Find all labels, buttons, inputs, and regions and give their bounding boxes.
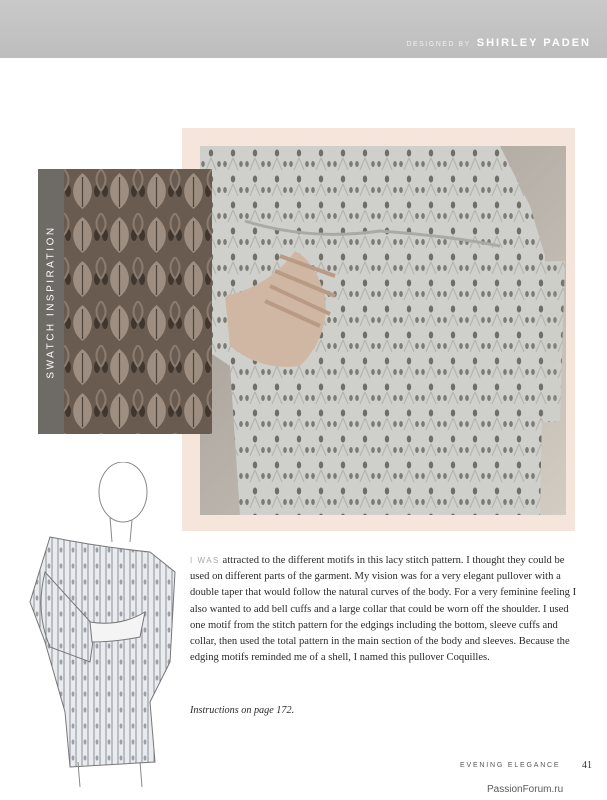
page-number: 41	[582, 760, 592, 771]
article-body	[190, 553, 580, 666]
article-lead: I WAS	[190, 556, 220, 565]
swatch-lace-illustration	[64, 169, 212, 434]
swatch-inspiration-label	[38, 169, 64, 434]
designed-by-label: DESIGNED BY	[406, 41, 471, 48]
swatch-inspiration-text: SWATCH INSPIRATION	[45, 224, 57, 379]
watermark: PassionForum.ru	[487, 784, 564, 795]
header-band	[0, 0, 607, 58]
garment-photo	[200, 146, 566, 515]
swatch-image	[64, 169, 212, 434]
designer-credit	[406, 37, 591, 49]
instructions-reference: Instructions on page 172.	[190, 705, 295, 716]
footer-section-title: EVENING ELEGANCE	[460, 762, 561, 769]
designer-name: SHIRLEY PADEN	[476, 37, 591, 49]
fashion-sketch-drawing	[20, 462, 190, 792]
article-body-text: attracted to the different motifs in this lacy stitch pattern. I thought they could be used on different parts of the garment. My vision was for a very elegant pullover with a double taper that would follow the natural curves of the body. For a very feminine feeling I also wanted to add bell cuffs and a large collar that could be worn off the shoulder. I used one motif from the stitch pattern for the edgings including the bottom, sleeve cuffs and collar, then used the total pattern in the main section of the body and sleeves. Because the edging motifs reminded me of a shell, I named this pullover Coquilles.	[190, 555, 577, 664]
fashion-sketch	[20, 462, 190, 792]
garment-photo-illustration	[200, 146, 566, 515]
